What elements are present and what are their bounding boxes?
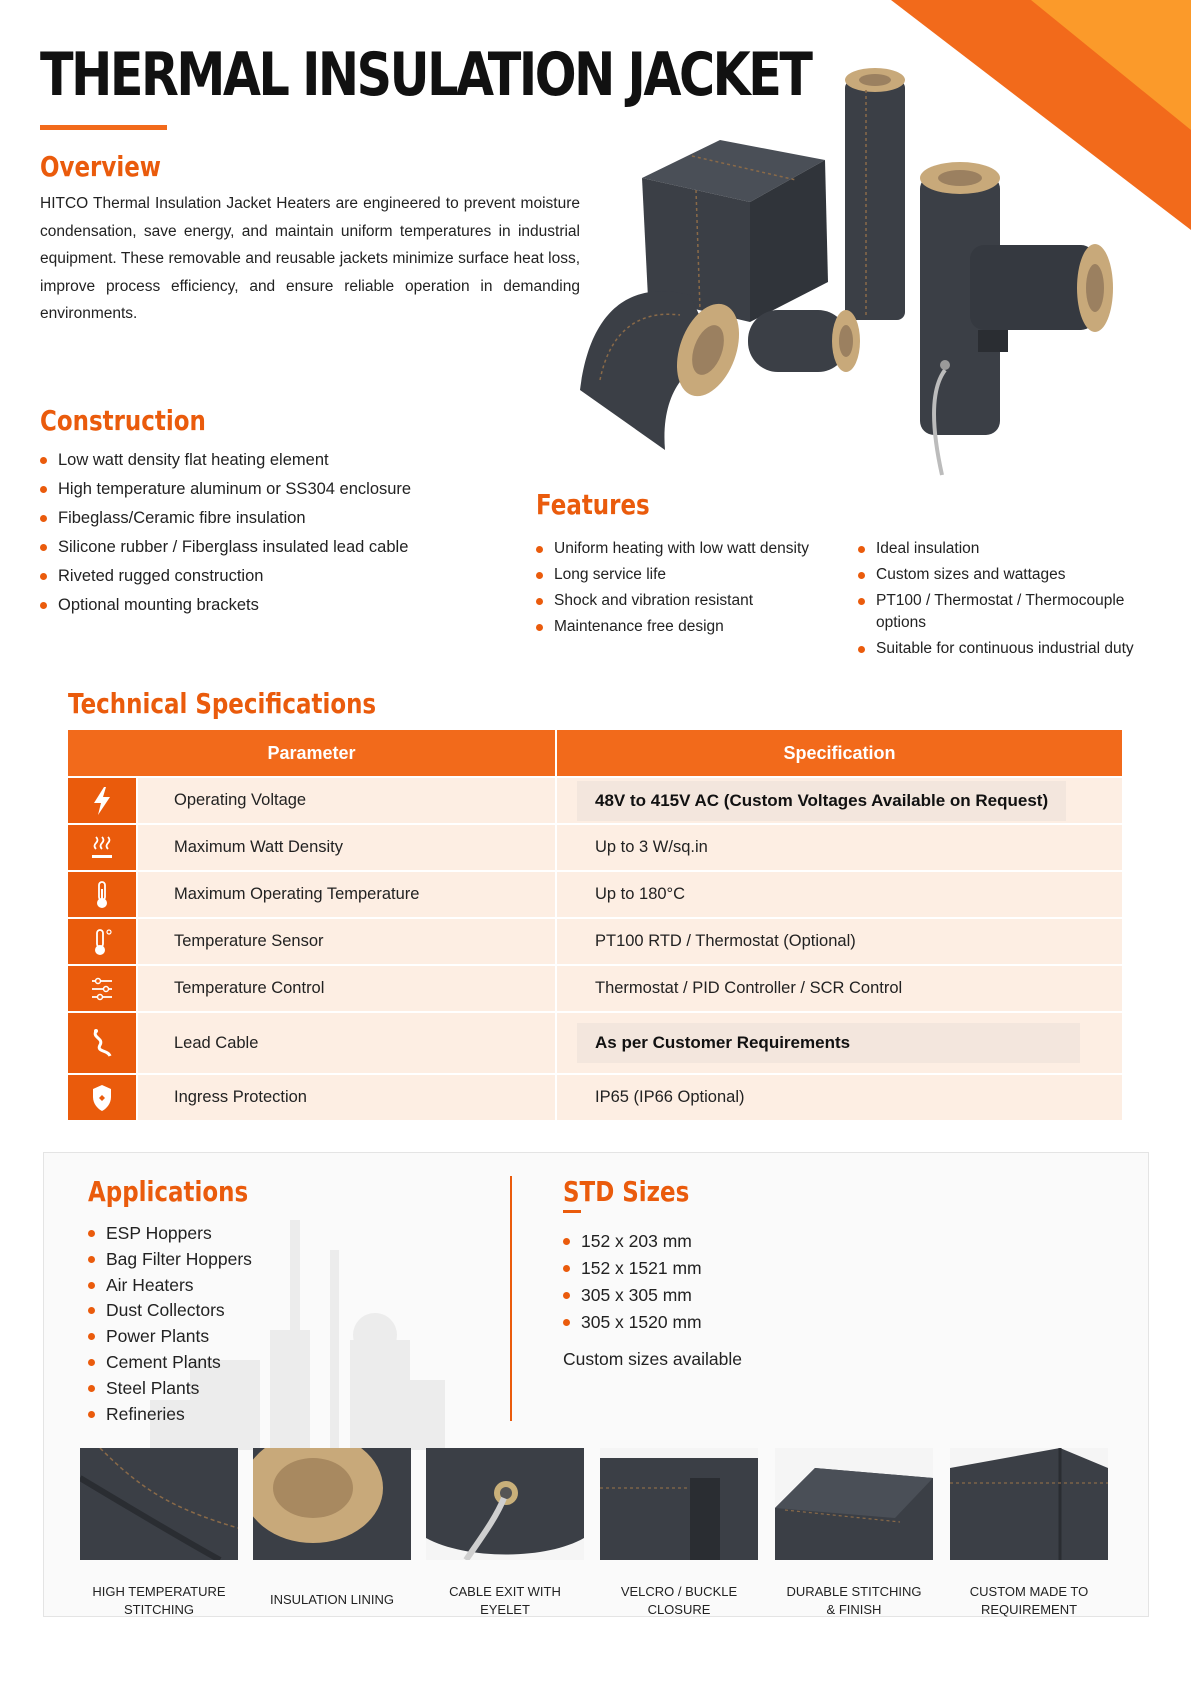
list-item: Riveted rugged construction (40, 564, 411, 593)
gallery-item (775, 1448, 933, 1619)
specification-cell: 48V to 415V AC (Custom Voltages Available on Request) (577, 781, 1066, 821)
list-item: Custom sizes and wattages (858, 564, 1158, 586)
specs-table (68, 730, 1122, 1120)
overview-heading: Overview (40, 150, 162, 183)
list-item: Long service life (536, 564, 856, 586)
custom-made-image (950, 1448, 1108, 1560)
list-item: Dust Collectors (88, 1299, 252, 1325)
parameter-cell: Lead Cable (138, 1013, 557, 1073)
list-item: 152 x 1521 mm (563, 1257, 702, 1284)
gallery-item (80, 1448, 238, 1619)
gallery-caption: CLOSURE (647, 1602, 711, 1617)
specification-cell: Up to 3 W/sq.in (595, 838, 708, 856)
gallery-caption: HIGH TEMPERATURE (92, 1584, 226, 1599)
table-row (68, 776, 1122, 823)
gallery-caption: REQUIREMENT (980, 1602, 1078, 1617)
specification-cell: Up to 180°C (595, 885, 686, 903)
parameter-cell: Maximum Watt Density (138, 825, 557, 870)
parameter-cell: Ingress Protection (138, 1075, 557, 1120)
list-item: ESP Hoppers (88, 1222, 252, 1248)
list-item: High temperature aluminum or SS304 enclosure (40, 477, 411, 506)
column-header-specification: Specification (783, 742, 896, 763)
parameter-cell: Temperature Sensor (138, 919, 557, 964)
std-sizes-list (563, 1230, 702, 1338)
list-item: 152 x 203 mm (563, 1230, 702, 1257)
std-sizes-underline (563, 1210, 581, 1213)
applications-heading: Applications (88, 1175, 249, 1208)
list-item: Bag Filter Hoppers (88, 1248, 252, 1274)
features-heading: Features (536, 488, 650, 521)
section-divider (510, 1176, 512, 1421)
temperature-sensor-icon (89, 927, 115, 957)
velcro-closure-image (600, 1448, 758, 1560)
table-row (68, 917, 1122, 964)
table-header (68, 730, 1122, 776)
gallery-caption: VELCRO / BUCKLE (620, 1584, 738, 1599)
thermometer-icon (89, 880, 115, 910)
std-sizes-heading: STD Sizes (563, 1175, 690, 1208)
list-item: Refineries (88, 1403, 252, 1429)
list-item: Low watt density flat heating element (40, 448, 411, 477)
table-row (68, 870, 1122, 917)
specification-cell: IP65 (IP66 Optional) (595, 1088, 745, 1106)
gallery-caption: & FINISH (826, 1602, 882, 1617)
specs-heading: Technical Specifications (68, 687, 377, 720)
gallery-caption: CABLE EXIT WITH (449, 1584, 561, 1599)
durable-stitching-image (775, 1448, 933, 1560)
cable-eyelet-image (426, 1448, 584, 1560)
table-row (68, 1073, 1122, 1120)
specification-cell: As per Customer Requirements (577, 1023, 1080, 1063)
list-item: Shock and vibration resistant (536, 590, 856, 612)
list-item: Silicone rubber / Fiberglass insulated lead cable (40, 535, 411, 564)
specification-cell: Thermostat / PID Controller / SCR Control (595, 979, 903, 997)
parameter-cell: Temperature Control (138, 966, 557, 1011)
gallery-item (426, 1448, 584, 1619)
gallery-caption: EYELET (480, 1602, 530, 1617)
parameter-cell: Maximum Operating Temperature (138, 872, 557, 917)
stitching-image (80, 1448, 238, 1560)
shield-icon (89, 1083, 115, 1113)
title-underline (40, 125, 167, 130)
list-item: Uniform heating with low watt density (536, 538, 856, 560)
table-row (68, 964, 1122, 1011)
product-jackets-image (570, 60, 1150, 480)
list-item: Ideal insulation (858, 538, 1158, 560)
features-list-left (536, 538, 856, 642)
table-row (68, 1011, 1122, 1073)
insulation-lining-image (253, 1448, 411, 1560)
gallery-item (600, 1448, 758, 1619)
list-item: Steel Plants (88, 1377, 252, 1403)
list-item: Optional mounting brackets (40, 593, 411, 622)
overview-text: HITCO Thermal Insulation Jacket Heaters are engineered to prevent moisture condensation, save energy, and maintain uniform temperatures in industrial equipment. These removable and reusable jackets minimize surface heat loss, improve process efficiency, and ensure reliable operation in demanding environments. (40, 195, 580, 322)
gallery-caption: STITCHING (123, 1602, 195, 1617)
list-item: 305 x 305 mm (563, 1284, 702, 1311)
page-title: THERMAL INSULATION JACKET (40, 40, 811, 110)
list-item: Suitable for continuous industrial duty (858, 638, 1158, 660)
construction-heading: Construction (40, 404, 206, 437)
lightning-icon (89, 786, 115, 816)
gallery-item (253, 1448, 411, 1609)
column-header-parameter: Parameter (68, 730, 557, 776)
detail-gallery (80, 1448, 1115, 1617)
gallery-caption: INSULATION LINING (269, 1592, 394, 1607)
list-item: PT100 / Thermostat / Thermocouple options (858, 590, 1158, 634)
list-item: 305 x 1520 mm (563, 1311, 702, 1338)
list-item: Air Heaters (88, 1274, 252, 1300)
list-item: Power Plants (88, 1325, 252, 1351)
table-row (68, 823, 1122, 870)
parameter-cell: Operating Voltage (138, 778, 557, 823)
heat-waves-icon (89, 833, 115, 863)
custom-sizes-note: Custom sizes available (563, 1349, 742, 1369)
cable-icon (89, 1028, 115, 1058)
list-item: Maintenance free design (536, 616, 856, 638)
sliders-icon (89, 974, 115, 1004)
specification-cell: PT100 RTD / Thermostat (Optional) (595, 932, 856, 950)
list-item: Fibeglass/Ceramic fibre insulation (40, 506, 411, 535)
construction-list (40, 448, 411, 622)
features-list-right (858, 538, 1158, 664)
gallery-item (950, 1448, 1108, 1619)
list-item: Cement Plants (88, 1351, 252, 1377)
gallery-caption: CUSTOM MADE TO (969, 1584, 1089, 1599)
gallery-caption: DURABLE STITCHING (786, 1584, 922, 1599)
applications-list (88, 1222, 252, 1428)
